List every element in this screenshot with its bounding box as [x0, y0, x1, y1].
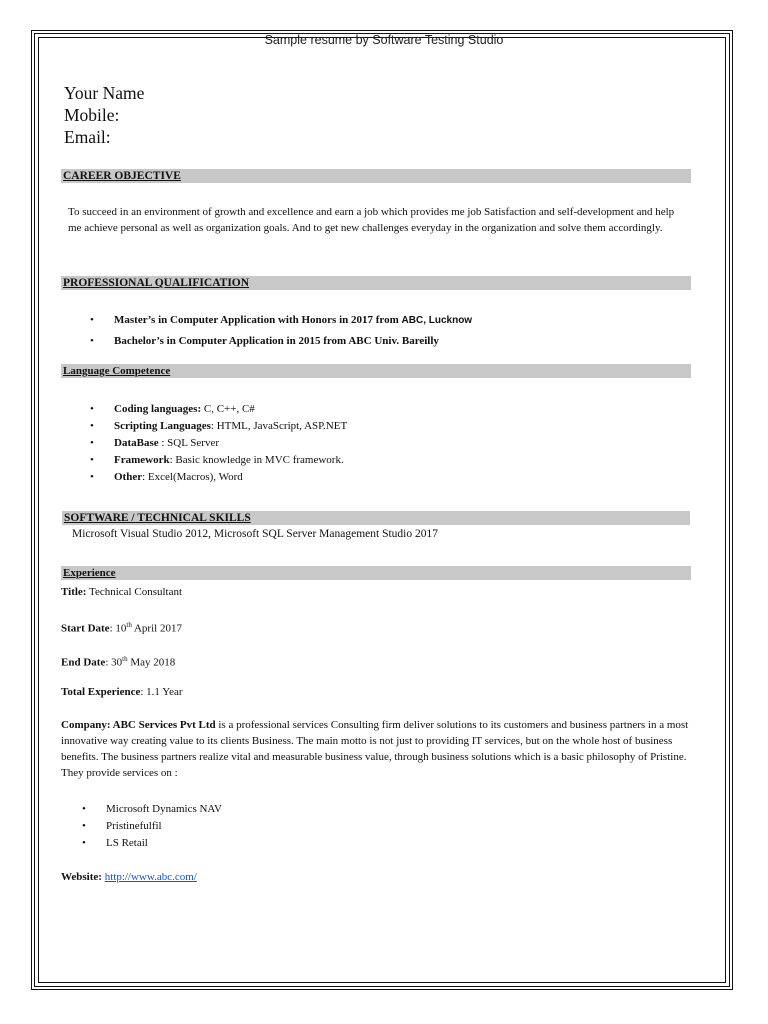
- company-description: [61, 717, 691, 781]
- experience-start-date: [61, 617, 182, 637]
- language-list: [114, 401, 674, 486]
- email-line: Email:: [64, 127, 111, 147]
- service-item: • LS Retail: [106, 835, 506, 852]
- total-experience-label: Total Experience: [61, 686, 141, 698]
- skills-heading-text: SOFTWARE / TECHNICAL SKILLS: [64, 512, 251, 524]
- language-value: C, C++, C#: [201, 403, 255, 415]
- skills-text: Microsoft Visual Studio 2012, Microsoft SQL Server Management Studio 2017: [72, 528, 439, 540]
- experience-heading: [61, 566, 691, 580]
- skills-heading: [62, 511, 690, 525]
- start-date-month-year: April 2017: [131, 622, 182, 635]
- experience-total: [61, 684, 183, 700]
- language-label: Scripting Languages: [114, 420, 211, 432]
- end-date-day: : 30: [105, 656, 123, 669]
- website-link[interactable]: http://www.abc.com/: [104, 871, 197, 883]
- language-label: Other: [114, 471, 143, 483]
- experience-end-date: [61, 651, 175, 671]
- website-label: Website:: [61, 871, 102, 883]
- qualification-item: [114, 331, 674, 351]
- language-label: Framework: [114, 454, 170, 466]
- company-text: is a professional services Consulting firm deliver solutions to its customers and business partners in a most innovative way creating value to its clients Business. The main motto is not just to providing IT services, but on the whole host of business benefits. The business partners realize vital and measurable business value, through business solutions which is a basic philosophy of Pristine. They provide services on :: [61, 719, 689, 779]
- start-date-suffix: th: [126, 621, 132, 629]
- experience-heading-text: Experience: [63, 567, 116, 579]
- career-objective-heading: [61, 169, 691, 183]
- career-objective-text: To succeed in an environment of growth and excellence and earn a job which provides me job Satisfaction and self-development and help me achieve personal as well as organization goals. And to get new challenges everyday in the organization and solve them accordingly.: [68, 206, 675, 234]
- language-value: : HTML, JavaScript, ASP.NET: [210, 420, 348, 432]
- language-item: [114, 418, 674, 435]
- qualification-item-bold: Master’s in Computer Application with Honors in 2017 from: [114, 314, 402, 326]
- language-value: : Basic knowledge in MVC framework.: [169, 454, 344, 466]
- qualification-item: [114, 310, 674, 331]
- start-date-day: : 10: [109, 622, 127, 635]
- qualification-heading: [61, 276, 691, 290]
- qualification-heading-text: PROFESSIONAL QUALIFICATION: [63, 277, 250, 289]
- language-value: : Excel(Macros), Word: [142, 471, 243, 483]
- company-label: Company: ABC Services Pvt Ltd: [61, 719, 216, 731]
- end-date-label: End Date: [61, 656, 106, 669]
- language-heading: [61, 364, 691, 378]
- total-experience-value: : 1.1 Year: [140, 686, 183, 698]
- header-title: Sample resume by Software Testing Studio: [264, 33, 504, 47]
- qualification-item-bold: Bachelor’s in Computer Application in 2015 from ABC Univ. Bareilly: [114, 335, 439, 347]
- qualification-item-tail: ABC, Lucknow: [401, 315, 473, 326]
- language-label: Coding languages:: [114, 403, 202, 415]
- identity-block: [64, 82, 144, 148]
- qualification-list: [114, 310, 674, 351]
- service-item: • Microsoft Dynamics NAV: [106, 801, 506, 818]
- career-objective-heading-text: CAREER OBJECTIVE: [63, 170, 181, 182]
- language-value: : SQL Server: [158, 437, 219, 449]
- language-item: [114, 469, 674, 486]
- language-item: [114, 452, 674, 469]
- language-heading-text: Language Competence: [63, 365, 171, 377]
- experience-title: [61, 584, 182, 600]
- end-date-month-year: May 2018: [127, 656, 176, 669]
- language-item: [114, 435, 674, 452]
- website-line: [61, 869, 197, 885]
- service-item: • Pristinefulfil: [106, 818, 506, 835]
- mobile-line: Mobile:: [64, 105, 120, 125]
- title-value: Technical Consultant: [86, 586, 183, 598]
- language-item: [114, 401, 674, 418]
- name-line: Your Name: [64, 83, 145, 103]
- language-label: DataBase: [114, 437, 159, 449]
- end-date-suffix: th: [122, 655, 128, 663]
- start-date-label: Start Date: [61, 622, 110, 635]
- title-label: Title:: [61, 586, 87, 598]
- services-list: [106, 801, 506, 852]
